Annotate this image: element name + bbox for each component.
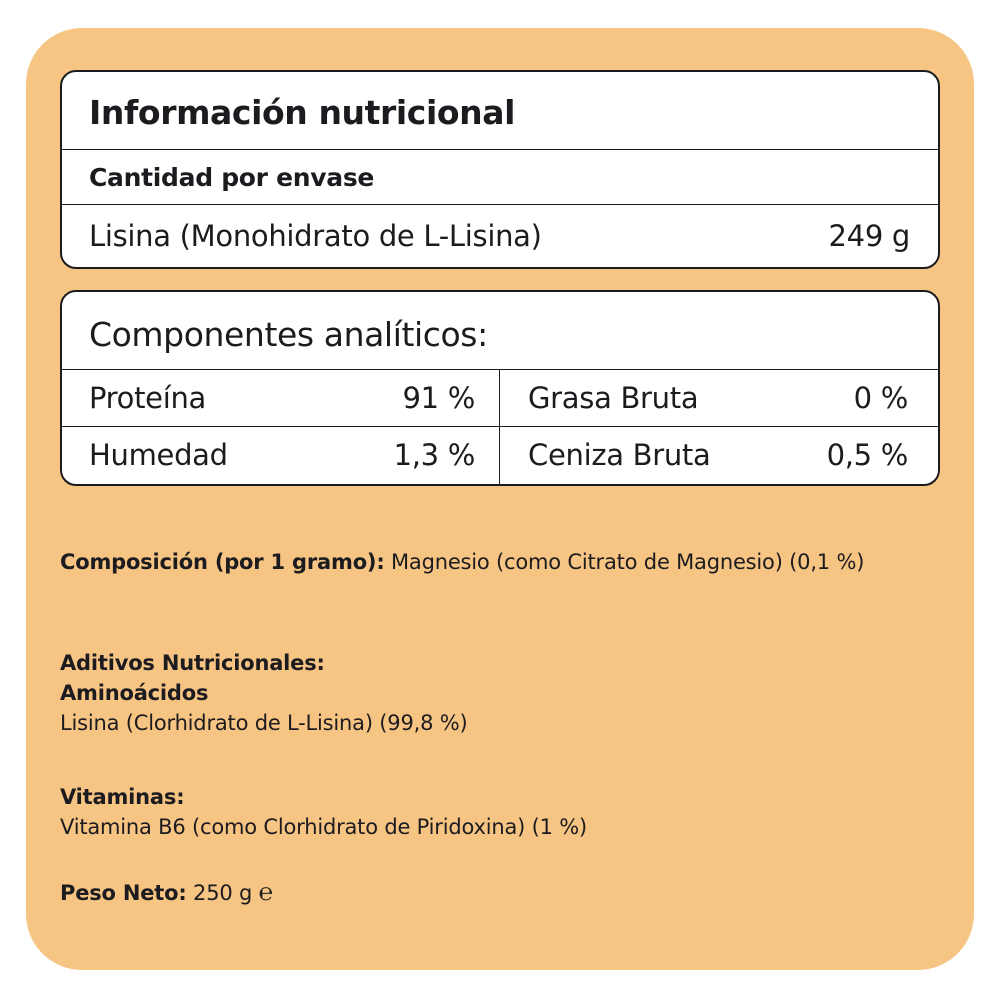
vitamins-heading: Vitaminas: <box>60 785 185 809</box>
nutrition-subtitle-row <box>62 150 938 205</box>
net-weight-value: 250 g <box>186 881 259 905</box>
analytics-title: Componentes analíticos: <box>89 315 488 354</box>
net-weight-label: Peso Neto: <box>60 881 187 905</box>
nutrition-item-label: Lisina (Monohidrato de L-Lisina) <box>89 219 542 253</box>
cell-label: Humedad <box>89 438 228 472</box>
composition-text: Magnesio (como Citrato de Magnesio) (0,1 %) <box>384 550 865 574</box>
cell-value: 0 % <box>853 381 908 415</box>
cell-value: 91 % <box>402 381 475 415</box>
cell-value: 1,3 % <box>393 438 475 472</box>
additives-subheading: Aminoácidos <box>60 681 209 705</box>
analytics-grid <box>62 370 938 484</box>
estimated-sign-icon: ℮ <box>258 878 273 906</box>
nutrition-subtitle: Cantidad por envase <box>89 163 375 192</box>
nutrition-title: Información nutricional <box>89 93 516 132</box>
additives-heading: Aditivos Nutricionales: <box>60 651 325 675</box>
cell-label: Grasa Bruta <box>528 381 699 415</box>
vitamins-text: Vitamina B6 (como Clorhidrato de Piridoxina) (1 %) <box>60 815 587 839</box>
nutrition-item-value: 249 g <box>828 219 910 253</box>
column-divider <box>499 370 500 484</box>
vitamins-section <box>60 782 930 842</box>
net-weight-line <box>60 877 930 908</box>
nutrition-item-row <box>62 205 938 267</box>
nutrition-info-table <box>60 70 940 269</box>
analytics-cell-moisture <box>62 427 499 483</box>
analytics-cell-fat <box>501 370 938 426</box>
analytics-cell-protein <box>62 370 499 426</box>
analytics-cell-ash <box>501 427 938 483</box>
cell-value: 0,5 % <box>826 438 908 472</box>
analytics-title-row <box>62 292 938 370</box>
analytic-components-table <box>60 290 940 486</box>
composition-paragraph <box>60 547 930 577</box>
cell-label: Ceniza Bruta <box>528 438 711 472</box>
nutrition-title-row <box>62 72 938 150</box>
additives-text: Lisina (Clorhidrato de L-Lisina) (99,8 %) <box>60 711 468 735</box>
cell-label: Proteína <box>89 381 207 415</box>
composition-label: Composición (por 1 gramo): <box>60 550 385 574</box>
additives-section <box>60 648 930 738</box>
